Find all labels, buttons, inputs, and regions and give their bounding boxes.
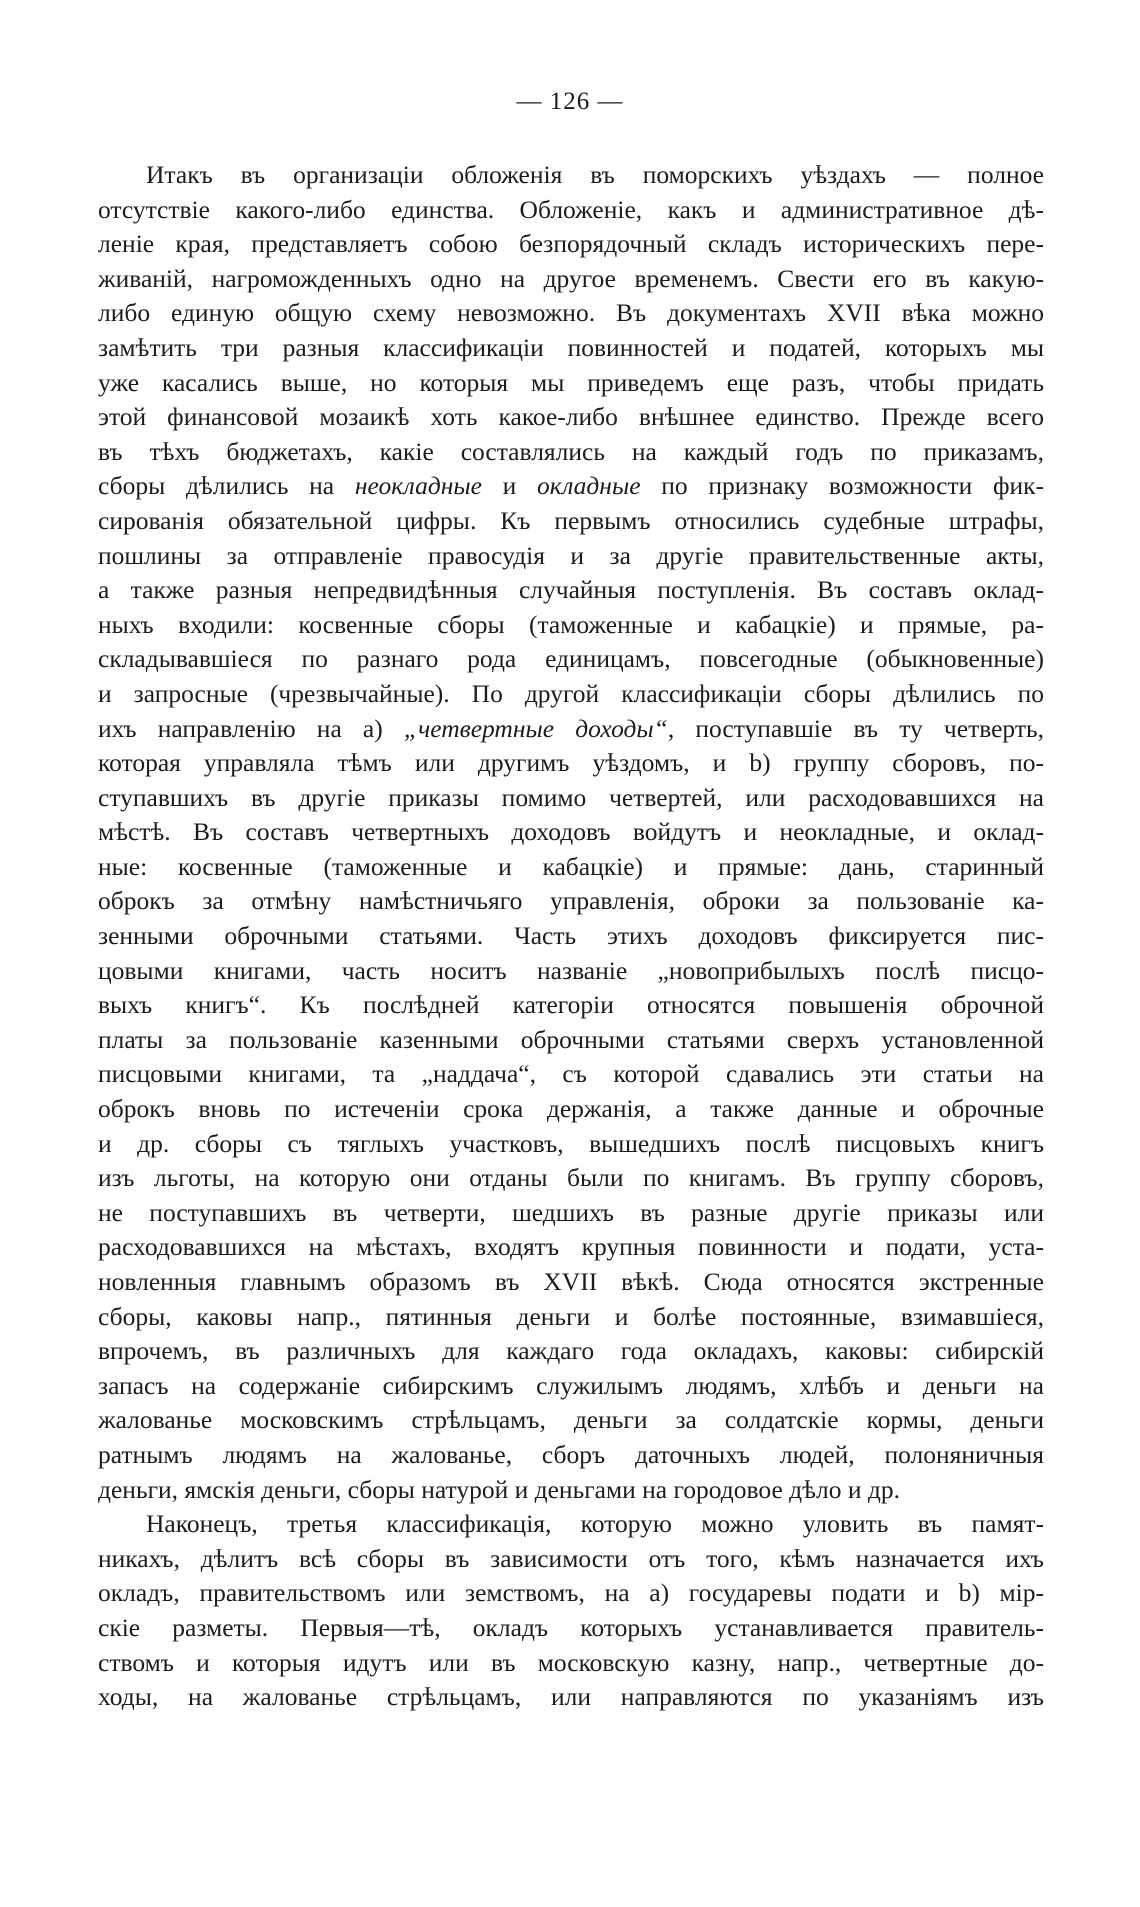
text-line bbox=[98, 1542, 1044, 1577]
text-run: окладъ, правительствомъ или земствомъ, на а) государевы подати и b) мір- bbox=[98, 1578, 1044, 1608]
text-run: сборы, каковы напр., пятинныя деньги и болѣе постоянные, взимавшіеся, bbox=[98, 1301, 1044, 1331]
text-run: либо единую общую схему невозможно. Въ документахъ XVII вѣка можно bbox=[98, 298, 1044, 328]
text-run: въ тѣхъ бюджетахъ, какіе составлялись на каждый годъ по приказамъ, bbox=[98, 436, 1044, 466]
text-run: , поступавшіе въ ту четверть, bbox=[667, 713, 1044, 743]
text-run: никахъ, дѣлитъ всѣ сборы въ зависимости отъ того, кѣмъ назначается ихъ bbox=[98, 1543, 1044, 1573]
text-run: платы за пользованіе казенными оброчными статьями сверхъ установленной bbox=[98, 1024, 1044, 1054]
text-run: оброкъ вновь по истеченіи срока держанія, а также данные и оброчные bbox=[98, 1094, 1044, 1124]
text-run: ныхъ входили: косвенные сборы (таможенные и кабацкіе) и прямые, ра- bbox=[98, 609, 1044, 639]
text-run: мѣстѣ. Въ составъ четвертныхъ доходовъ войдутъ и неокладные, и оклад- bbox=[98, 817, 1044, 847]
text-run: ные: косвенные (таможенные и кабацкіе) и прямые: дань, старинный bbox=[98, 851, 1044, 881]
text-line bbox=[98, 469, 1044, 504]
text-run: запасъ на содержаніе сибирскимъ служилымъ людямъ, хлѣбъ и деньги на bbox=[98, 1370, 1044, 1400]
text-run: изъ льготы, на которую они отданы были по книгамъ. Въ группу сборовъ, bbox=[98, 1163, 1044, 1193]
text-line bbox=[98, 366, 1044, 401]
text-line bbox=[98, 1576, 1044, 1611]
text-run: ихъ направленію на а) bbox=[98, 713, 404, 743]
text-line bbox=[98, 331, 1044, 366]
text-line bbox=[98, 1196, 1044, 1231]
text-line bbox=[98, 1680, 1044, 1715]
text-line bbox=[98, 781, 1044, 816]
text-run: замѣтить три разныя классификаціи повинностей и податей, которыхъ мы bbox=[98, 332, 1044, 362]
text-run: писцовыми книгами, та „наддача“, съ которой сдавались эти статьи на bbox=[98, 1059, 1044, 1089]
italic-term: неокладные bbox=[354, 471, 482, 501]
text-line bbox=[98, 1611, 1044, 1646]
text-line bbox=[98, 227, 1044, 262]
text-line bbox=[98, 573, 1044, 608]
text-run: ратнымъ людямъ на жалованье, сборъ даточныхъ людей, полоняничныя bbox=[98, 1439, 1044, 1469]
text-run: и bbox=[481, 471, 538, 501]
italic-term: „четвертные доходы“ bbox=[403, 713, 668, 743]
body-text bbox=[98, 158, 1044, 1715]
page-number: — 126 — bbox=[516, 88, 624, 115]
text-run: складывавшіеся по разнаго рода единицамъ, повсегодные (обыкновенные) bbox=[98, 644, 1044, 674]
text-line bbox=[98, 608, 1044, 643]
text-line bbox=[98, 746, 1044, 781]
text-line bbox=[98, 1473, 1044, 1508]
text-run: цовыми книгами, часть носитъ названіе „новоприбылыхъ послѣ писцо- bbox=[98, 955, 1044, 985]
text-run: и др. сборы съ тяглыхъ участковъ, вышедшихъ послѣ писцовыхъ книгъ bbox=[98, 1128, 1044, 1158]
text-line bbox=[98, 296, 1044, 331]
text-run: которая управляла тѣмъ или другимъ уѣздомъ, и b) группу сборовъ, по- bbox=[98, 748, 1044, 778]
text-line bbox=[98, 1127, 1044, 1162]
text-line bbox=[98, 1507, 1044, 1542]
text-run: леніе края, представляетъ собою безпорядочный складъ историческихъ пере- bbox=[98, 229, 1044, 259]
text-line bbox=[98, 504, 1044, 539]
text-line bbox=[98, 400, 1044, 435]
text-line bbox=[98, 539, 1044, 574]
text-line bbox=[98, 1438, 1044, 1473]
text-run: жалованье московскимъ стрѣльцамъ, деньги за солдатскіе кормы, деньги bbox=[98, 1405, 1044, 1435]
text-run: впрочемъ, въ различныхъ для каждаго года окладахъ, каковы: сибирскій bbox=[98, 1336, 1044, 1366]
text-line bbox=[98, 1646, 1044, 1681]
text-run: скіе разметы. Первыя—тѣ, окладъ которыхъ устанавливается правитель- bbox=[98, 1612, 1044, 1642]
text-run: ствомъ и которыя идутъ или въ московскую казну, напр., четвертные до- bbox=[98, 1647, 1044, 1677]
text-run: а также разныя непредвидѣнныя случайныя поступленія. Въ составъ оклад- bbox=[98, 575, 1044, 605]
text-run: деньги, ямскія деньги, сборы натурой и деньгами на городовое дѣло и др. bbox=[98, 1474, 900, 1504]
text-line bbox=[98, 435, 1044, 470]
text-run: по признаку возможности фик- bbox=[640, 471, 1044, 501]
text-line bbox=[98, 1092, 1044, 1127]
text-line bbox=[98, 1230, 1044, 1265]
text-line bbox=[98, 158, 1044, 193]
text-line bbox=[98, 1023, 1044, 1058]
text-line bbox=[98, 988, 1044, 1023]
text-line bbox=[98, 919, 1044, 954]
text-run: уже касались выше, но которыя мы приведемъ еще разъ, чтобы придать bbox=[98, 367, 1044, 397]
italic-term: окладные bbox=[537, 471, 641, 501]
text-line bbox=[98, 1161, 1044, 1196]
text-line bbox=[98, 712, 1044, 747]
text-line bbox=[98, 1403, 1044, 1438]
text-run: Наконецъ, третья классификація, которую можно уловить въ памят- bbox=[146, 1509, 1044, 1539]
text-line bbox=[98, 954, 1044, 989]
text-line bbox=[98, 1369, 1044, 1404]
text-line bbox=[98, 677, 1044, 712]
text-run: ходы, на жалованье стрѣльцамъ, или направляются по указаніямъ изъ bbox=[98, 1682, 1044, 1712]
text-run: не поступавшихъ въ четверти, шедшихъ въ разные другіе приказы или bbox=[98, 1197, 1044, 1227]
text-line bbox=[98, 1265, 1044, 1300]
text-run: расходовавшихся на мѣстахъ, входятъ крупныя повинности и подати, уста- bbox=[98, 1232, 1044, 1262]
text-run: и запросные (чрезвычайные). По другой классификаціи сборы дѣлились по bbox=[98, 678, 1044, 708]
text-run: отсутствіе какого-либо единства. Обложеніе, какъ и административное дѣ- bbox=[98, 194, 1044, 224]
text-run: оброкъ за отмѣну намѣстничьяго управленія, оброки за пользованіе ка- bbox=[98, 886, 1044, 916]
text-line bbox=[98, 193, 1044, 228]
text-line bbox=[98, 1300, 1044, 1335]
text-line bbox=[98, 642, 1044, 677]
text-line bbox=[98, 815, 1044, 850]
text-run: сборы дѣлились на bbox=[98, 471, 355, 501]
text-run: новленныя главнымъ образомъ въ XVII вѣкѣ. Сюда относятся экстренные bbox=[98, 1267, 1044, 1296]
text-line bbox=[98, 1057, 1044, 1092]
text-run: выхъ книгъ“. Къ послѣдней категоріи относятся повышенія оброчной bbox=[98, 990, 1044, 1020]
text-line bbox=[98, 262, 1044, 297]
text-run: Итакъ въ организаціи обложенія въ поморскихъ уѣздахъ — полное bbox=[146, 160, 1044, 189]
text-run: этой финансовой мозаикѣ хоть какое-либо внѣшнее единство. Прежде всего bbox=[98, 402, 1044, 432]
text-run: зенными оброчными статьями. Часть этихъ доходовъ фиксируется пис- bbox=[98, 921, 1044, 951]
text-run: живаній, нагроможденныхъ одно на другое временемъ. Свести его въ какую- bbox=[98, 263, 1044, 293]
text-line bbox=[98, 850, 1044, 885]
text-line bbox=[98, 1334, 1044, 1369]
text-run: ступавшихъ въ другіе приказы помимо четвертей, или расходовавшихся на bbox=[98, 782, 1044, 812]
text-run: сированія обязательной цифры. Къ первымъ относились судебные штрафы, bbox=[98, 505, 1044, 535]
text-line bbox=[98, 884, 1044, 919]
text-run: пошлины за отправленіе правосудія и за другіе правительственные акты, bbox=[98, 540, 1044, 570]
